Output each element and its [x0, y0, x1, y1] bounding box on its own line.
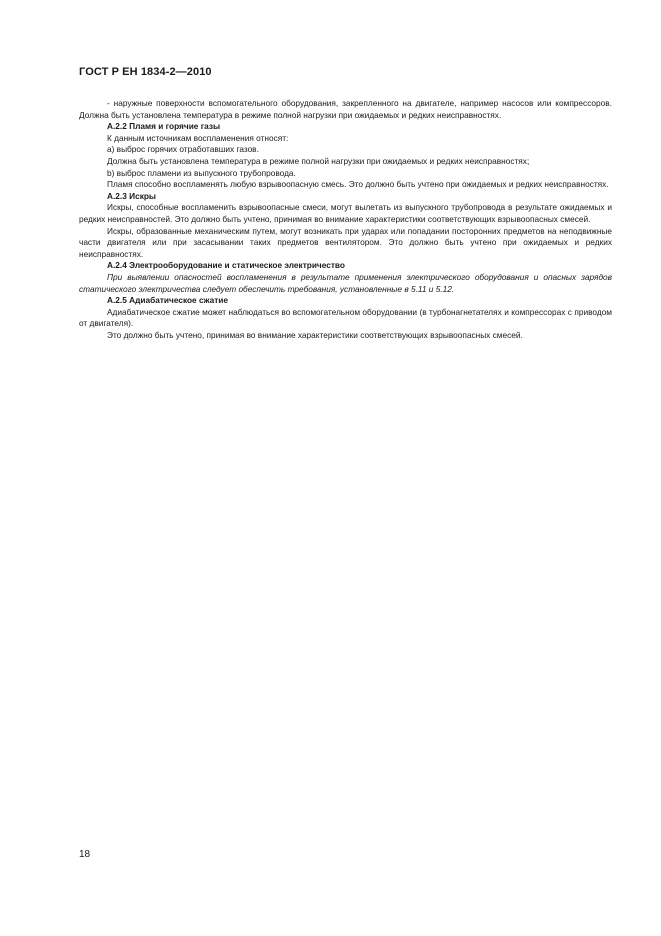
section-heading-a-2-5: А.2.5 Адиабатическое сжатие	[107, 295, 228, 306]
page-number: 18	[79, 849, 91, 860]
paragraph-adiabatic-note: Это должно быть учтено, принимая во внимание характеристики соответствующих взрывоопасных смесей.	[107, 329, 523, 340]
section-heading-a-2-4: А.2.4 Электрооборудование и статическое электричество	[107, 260, 345, 271]
paragraph-pumps: - наружные поверхности вспомогательного оборудования, закрепленного на двигателе, например насосов или компрессоров. Должна быть установлена температура в режиме полной нагрузки при ожидаемых и редких неисправностях.	[79, 98, 612, 120]
list-item-a: а) выброс горячих отработавших газов.	[107, 144, 259, 155]
document-header: ГОСТ Р ЕН 1834-2—2010	[79, 66, 212, 78]
paragraph-temperature: Должна быть установлена температура в режиме полной нагрузки при ожидаемых и редких неисправностях;	[107, 155, 530, 166]
section-heading-a-2-3: А.2.3 Искры	[107, 190, 157, 201]
document-body	[79, 98, 612, 341]
list-item-b: b) выброс пламени из выпускного трубопровода.	[107, 167, 296, 178]
paragraph-sparks-exhaust: Искры, способные воспламенить взрывоопасные смеси, могут вылетать из выпускного трубопровода в результате ожидаемых и редких неисправностей. Это должно быть учтено, принимая во внимание характеристики соответствующих взрывоопасных смесей.	[79, 202, 612, 224]
paragraph-flame: Пламя способно воспламенять любую взрывоопасную смесь. Это должно быть учтено при ожидаемых и редких неисправностях.	[107, 179, 609, 190]
paragraph-sparks-mechanical: Искры, образованные механическим путем, могут возникать при ударах или попадании посторонних предметов на неподвижные части двигателя или при засасывании таких предметов вентилятором. Это должно быть учтено при ожидаемых и редких неисправностях.	[79, 225, 612, 259]
paragraph-electrical: При выявлении опасностей воспламенения в результате применения электрического оборудования и опасных зарядов статического электричества следует обеспечить требования, установленные в 5.11 и 5.12.	[79, 271, 612, 294]
section-heading-a-2-2: А.2.2 Пламя и горячие газы	[107, 121, 221, 132]
paragraph-sources-intro: К данным источникам воспламенения относят:	[107, 132, 289, 143]
paragraph-adiabatic: Адиабатическое сжатие может наблюдаться во вспомогательном оборудовании (в турбонагнетателях и компрессорах с приводом от двигателя).	[79, 306, 612, 329]
